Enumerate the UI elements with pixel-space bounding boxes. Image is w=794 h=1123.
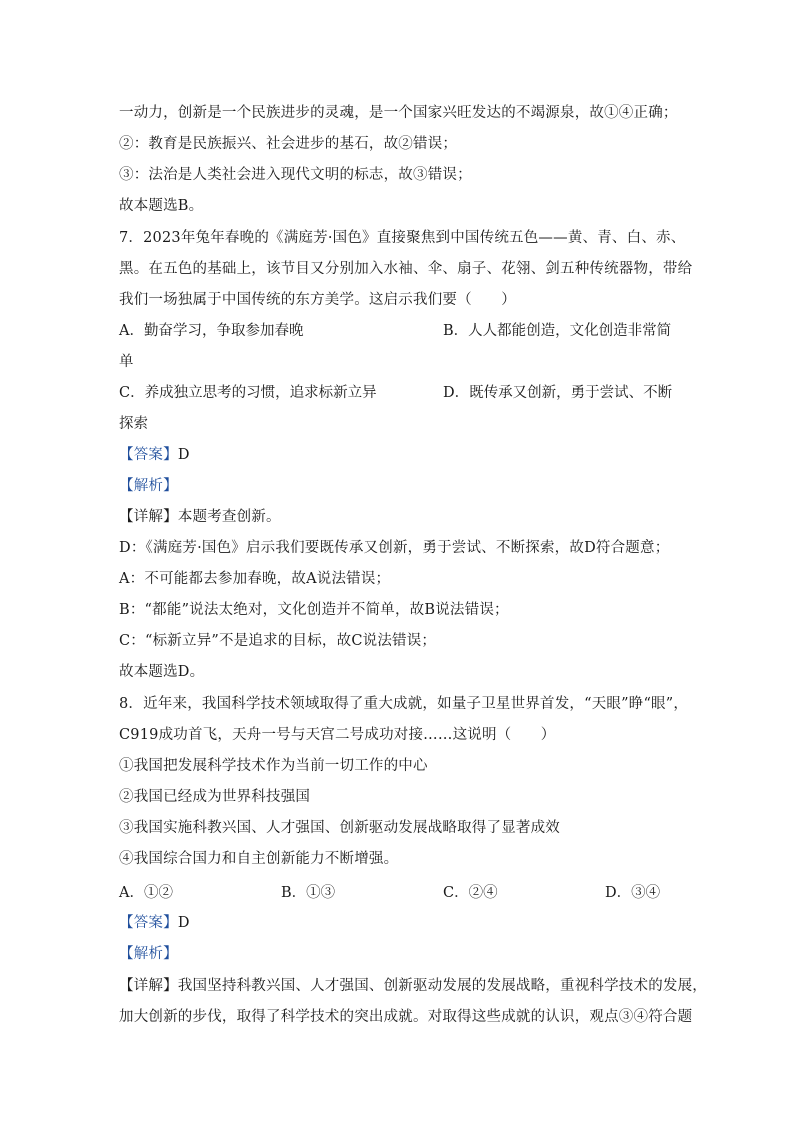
q8-analysis [119, 944, 178, 964]
q8-option-b: B．①③ [281, 885, 336, 901]
q8-statement: ②我国已经成为世界科技强国 [119, 789, 311, 805]
question-7-stem: 7．2023年兔年春晚的《满庭芳·国色》直接聚焦到中国传统五色——黄、青、白、赤、 [119, 230, 686, 246]
q7-option-c: C．养成独立思考的习惯，追求标新立异 [119, 385, 377, 401]
text-line: 加大创新的步伐，取得了科学技术的突出成就。对取得这些成就的认识，观点③④符合题 [119, 1009, 693, 1025]
answer-value: D [177, 447, 190, 463]
text-line: A：不可能都去参加春晚，故A说法错误； [119, 571, 391, 587]
question-8-stem: 8．近年来，我国科学技术领域取得了重大成就，如量子卫星世界首发，“天眼”睁“眼”， [119, 696, 689, 712]
q7-answer [119, 445, 190, 465]
q7-option-a: A．勤奋学习，争取参加春晚 [119, 323, 304, 339]
q7-option-d-cont: 探索 [119, 416, 148, 432]
answer-tag: 【答案】 [119, 915, 178, 931]
q8-statement: ③我国实施科教兴国、人才强国、创新驱动发展战略取得了显著成效 [119, 820, 560, 836]
text-line: B：“都能”说法太绝对，文化创造并不简单，故B说法错误； [119, 602, 509, 618]
text-line: ②：教育是民族振兴、社会进步的基石，故②错误； [119, 136, 458, 152]
question-7-stem: 我们一场独属于中国传统的东方美学。这启示我们要（ ） [119, 292, 516, 308]
text-line: D：《满庭芳·国色》启示我们要既传承又创新，勇于尝试、不断探索，故D符合题意； [119, 540, 670, 556]
detail-tag: 【详解】 [119, 978, 178, 994]
question-8-stem: C919成功首飞，天舟一号与天宫二号成功对接……这说明（ ） [119, 727, 556, 743]
answer-value: D [177, 915, 190, 931]
text-line: 故本题选D。 [119, 664, 205, 680]
question-7-stem: 黑。在五色的基础上，该节目又分别加入水袖、伞、扇子、花翎、剑五种传统器物，带给 [119, 261, 693, 277]
q8-option-a: A．①② [119, 885, 173, 901]
q8-statement: ④我国综合国力和自主创新能力不断增强。 [119, 851, 399, 867]
q7-option-d: D．既传承又创新，勇于尝试、不断 [443, 385, 673, 401]
detail-tag: 【详解】 [119, 509, 178, 525]
q8-detail [119, 976, 707, 996]
q7-detail [119, 507, 281, 527]
text-line: ③：法治是人类社会进入现代文明的标志，故③错误； [119, 167, 472, 183]
text-line: C：“标新立异”不是追求的目标，故C说法错误； [119, 633, 437, 649]
detail-text: 本题考查创新。 [177, 509, 281, 525]
detail-text: 我国坚持科教兴国、人才强国、创新驱动发展的发展战略，重视科学技术的发展， [177, 978, 708, 994]
q8-option-c: C．②④ [443, 885, 498, 901]
answer-tag: 【答案】 [119, 447, 178, 463]
analysis-tag: 【解析】 [119, 478, 178, 494]
text-line: 一动力，创新是一个民族进步的灵魂，是一个国家兴旺发达的不竭源泉，故①④正确； [119, 105, 678, 121]
q8-option-d: D．③④ [605, 885, 661, 901]
text-line: 故本题选B。 [119, 198, 204, 214]
q7-option-b-cont: 单 [119, 354, 134, 370]
analysis-tag: 【解析】 [119, 946, 178, 962]
q8-answer [119, 913, 190, 933]
q8-statement: ①我国把发展科学技术作为当前一切工作的中心 [119, 758, 428, 774]
q7-option-b: B．人人都能创造，文化创造非常简 [443, 323, 672, 339]
q7-analysis [119, 476, 178, 496]
